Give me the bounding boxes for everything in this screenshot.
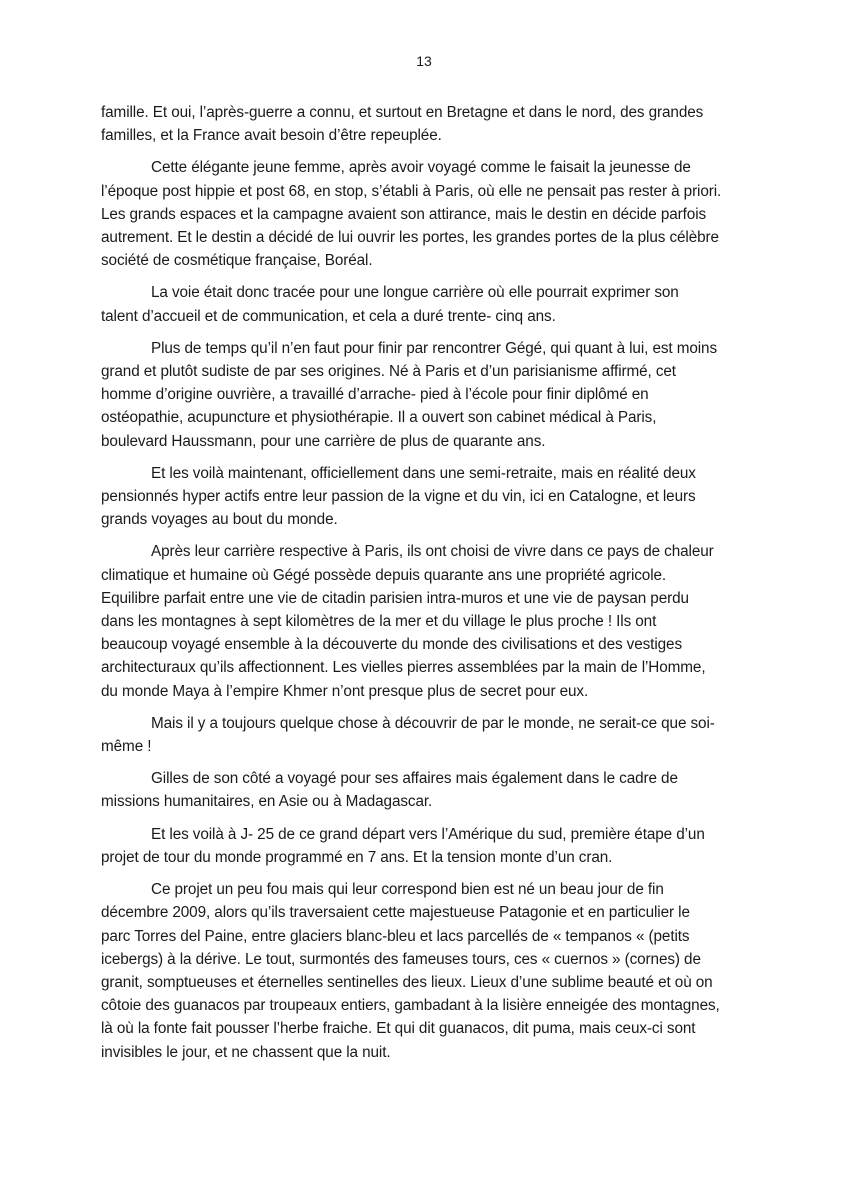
text-line: décembre 2009, alors qu’ils traversaient cette majestueuse Patagonie et en particulier le [101,904,690,922]
text-line: talent d’accueil et de communication, et cela a duré trente- cinq ans. [101,307,556,325]
text-line: même ! [101,738,152,756]
paragraph [101,712,753,758]
text-line: Plus de temps qu’il n’en faut pour finir par rencontrer Gégé, qui quant à lui, est moins [151,339,717,357]
text-line: homme d’origine ouvrière, a travaillé d’arrache- pied à l’école pour finir diplômé en [101,386,649,404]
text-line: missions humanitaires, en Asie ou à Madagascar. [101,793,433,811]
paragraph [101,462,753,532]
paragraph [101,337,753,453]
text-line: climatique et humaine où Gégé possède depuis quarante ans une propriété agricole. [101,566,667,584]
text-line: granit, somptueuses et éternelles sentinelles des lieux. Lieux d’une sublime beauté et où on [101,973,713,991]
text-line: beaucoup voyagé ensemble à la découverte du monde des civilisations et des vestiges [101,636,682,654]
text-line: Après leur carrière respective à Paris, ils ont choisi de vivre dans ce pays de chaleur [151,543,714,561]
text-line: architecturaux qu’ils affectionnent. Les vielles pierres assemblées par la main de l’Homme, [101,659,706,677]
text-line: l’époque post hippie et post 68, en stop, s’établi à Paris, où elle ne pensait pas rester à priori. [101,182,722,200]
text-line: Les grands espaces et la campagne avaient son attirance, mais le destin en décide parfois [101,205,707,223]
text-line: autrement. Et le destin a décidé de lui ouvrir les portes, les grandes portes de la plus célèbre [101,229,719,247]
text-line: Equilibre parfait entre une vie de citadin parisien intra-muros et une vie de paysan perdu [101,589,689,607]
paragraph [101,101,753,147]
paragraph [101,823,753,869]
text-line: grand et plutôt sudiste de par ses origines. Né à Paris et d’un parisianisme affirmé, cet [101,363,676,381]
text-line: côtoie des guanacos par troupeaux entiers, gambadant à la lisière enneigée des montagnes, [101,997,720,1015]
text-line: Et les voilà à J- 25 de ce grand départ vers l’Amérique du sud, première étape d’un [151,825,705,843]
text-line: dans les montagnes à sept kilomètres de la mer et du village le plus proche ! Ils ont [101,613,657,631]
text-line: boulevard Haussmann, pour une carrière de plus de quarante ans. [101,432,546,450]
text-line: société de cosmétique française, Boréal. [101,252,373,270]
text-line: famille. Et oui, l’après-guerre a connu, et surtout en Bretagne et dans le nord, des grandes [101,104,704,121]
paragraph [101,540,753,702]
text-line: du monde Maya à l’empire Khmer n’ont presque plus de secret pour eux. [101,682,589,700]
paragraph [101,878,753,1064]
text-line: projet de tour du monde programmé en 7 ans. Et la tension monte d’un cran. [101,848,613,866]
page-number: 13 [416,53,432,69]
text-line: familles, et la France avait besoin d’être repeuplée. [101,127,442,145]
paragraph [101,281,753,327]
text-line: grands voyages au bout du monde. [101,511,338,529]
paragraph [101,767,753,813]
text-line: ostéopathie, acupuncture et physiothérapie. Il a ouvert son cabinet médical à Paris, [101,409,657,427]
text-line: Cette élégante jeune femme, après avoir voyagé comme le faisait la jeunesse de [151,159,691,177]
text-line: parc Torres del Paine, entre glaciers blanc-bleu et lacs parcellés de « tempanos « (petits [101,927,690,945]
text-line: pensionnés hyper actifs entre leur passion de la vigne et du vin, ici en Catalogne, et leurs [101,488,696,506]
text-line: Ce projet un peu fou mais qui leur correspond bien est né un beau jour de fin [151,881,664,899]
text-line: La voie était donc tracée pour une longue carrière où elle pourrait exprimer son [151,284,679,302]
text-line: Mais il y a toujours quelque chose à découvrir de par le monde, ne serait-ce que soi- [151,714,715,732]
body-text [101,101,753,1073]
text-line: Gilles de son côté a voyagé pour ses affaires mais également dans le cadre de [151,770,678,788]
text-line: là où la fonte fait pousser l’herbe fraiche. Et qui dit guanacos, dit puma, mais ceux-ci sont [101,1020,696,1038]
text-line: icebergs) à la dérive. Le tout, surmontés des fameuses tours, ces « cuernos » (cornes) de [101,950,701,968]
text-line: Et les voilà maintenant, officiellement dans une semi-retraite, mais en réalité deux [151,464,696,482]
paragraph [101,156,753,272]
text-line: invisibles le jour, et ne chassent que la nuit. [101,1043,391,1061]
